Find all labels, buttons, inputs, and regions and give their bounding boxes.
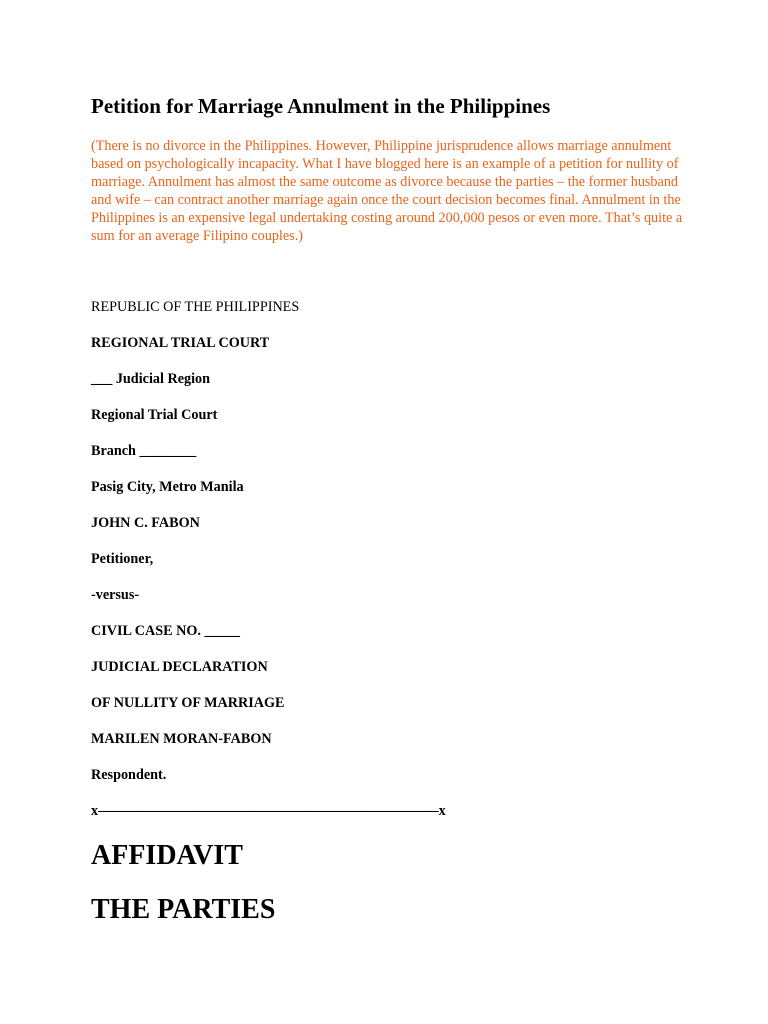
republic-line: REPUBLIC OF THE PHILIPPINES <box>91 299 300 315</box>
trial-court-line: Regional Trial Court <box>91 407 218 423</box>
affidavit-heading: AFFIDAVIT <box>91 840 243 871</box>
location-line: Pasig City, Metro Manila <box>91 479 244 495</box>
document-title: Petition for Marriage Annulment in the Philippines <box>91 94 551 118</box>
separator-line: x————————————————————————x <box>91 803 446 819</box>
petitioner-label: Petitioner, <box>91 551 154 567</box>
branch-line: Branch ________ <box>91 443 197 459</box>
declaration-line-2: OF NULLITY OF MARRIAGE <box>91 695 285 711</box>
judicial-region-line: ___ Judicial Region <box>91 371 211 387</box>
parties-heading: THE PARTIES <box>91 894 276 925</box>
court-line: REGIONAL TRIAL COURT <box>91 335 270 351</box>
petitioner-name: JOHN C. FABON <box>91 515 200 531</box>
intro-paragraph: (There is no divorce in the Philippines. However, Philippine jurisprudence allows marriage annulment based on psychologically incapacity. What I have blogged here is an example of a petition for nullity of marriage. Annulment has almost the same outcome as divorce because the parties – the former husband and wife – can contract another marriage again once the court decision becomes final. Annulment in the Philippines is an expensive legal undertaking costing around 200,000 pesos or even more. That’s quite a sum for an average Filipino couples.) <box>91 138 683 244</box>
declaration-line-1: JUDICIAL DECLARATION <box>91 659 268 675</box>
respondent-name: MARILEN MORAN-FABON <box>91 731 272 747</box>
respondent-label: Respondent. <box>91 767 167 783</box>
versus-line: -versus- <box>91 587 140 603</box>
case-number-line: CIVIL CASE NO. _____ <box>91 623 240 639</box>
